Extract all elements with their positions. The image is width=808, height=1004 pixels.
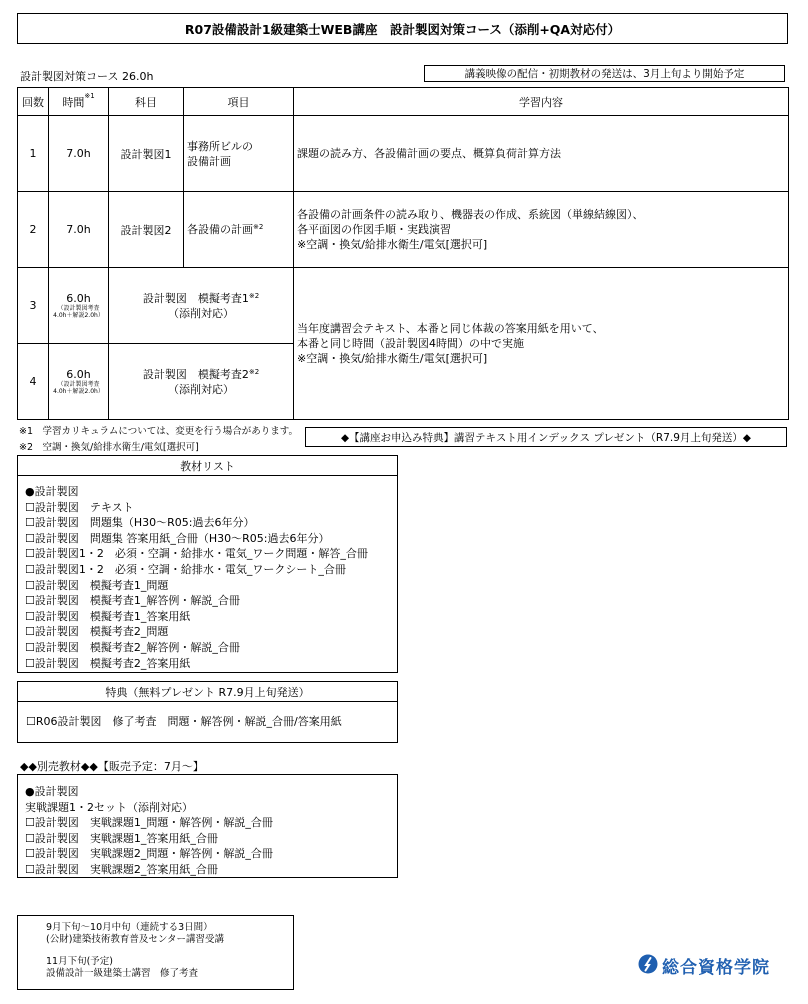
logo-mark-icon <box>638 954 658 977</box>
list-item: ☐設計製図 模擬考査2_解答例・解説_合冊 <box>25 640 240 654</box>
list-item: ☐設計製図 実戦課題1_問題・解答例・解説_合冊 <box>25 816 273 830</box>
list-item: ☐設計製図 模擬考査2_答案用紙 <box>25 656 191 670</box>
header-subject: 科目 <box>109 88 184 116</box>
list-item: ☐設計製図 実戦課題1_答案用紙_合冊 <box>25 831 218 845</box>
table-row <box>18 268 789 344</box>
list-item: ☐設計製図 実戦課題2_問題・解答例・解説_合冊 <box>25 847 273 861</box>
schedule-line: 設備設計一級建築士講習 修了考査 <box>46 968 199 979</box>
separate-materials-label: ◆◆別売教材◆◆【販売予定：7月～】 <box>20 760 204 773</box>
row-item: 事務所ビルの 設備計画 <box>184 116 294 192</box>
table-row <box>18 192 789 268</box>
row-content: 課題の読み方、各設備計画の要点、概算負荷計算方法 <box>294 116 789 192</box>
row-hours: 6.0h （設計製図考査 4.0h＋解説2.0h） <box>49 344 109 420</box>
logo <box>638 953 770 978</box>
row-number: 2 <box>18 192 49 268</box>
list-item: ☐設計製図1・2 必須・空調・給排水・電気_ワークシート_合冊 <box>25 562 346 576</box>
bonus-banner: ◆【講座お申込み特典】講習テキスト用インデックス プレゼント（R7.9月上旬発送）◆ <box>305 427 787 447</box>
privilege-box <box>17 681 398 743</box>
footnote-2: ※2 空調・換気/給排水衛生/電気[選択可] <box>19 442 199 453</box>
list-item: ●設計製図 <box>25 485 79 498</box>
page-title: R07設備設計1級建築士WEB講座 設計製図対策コース（添削+QA対応付） <box>17 13 788 44</box>
header-count: 回数 <box>18 88 49 116</box>
schedule-line: (公財)建築技術教育普及センター講習受講 <box>46 934 225 945</box>
schedule-table <box>17 87 789 420</box>
row-content-merged: 当年度講習会テキスト、本番と同じ体裁の答案用紙を用いて、 本番と同じ時間（設計製図4時間）の中で実施 ※空調・換気/給排水衛生/電気[選択可] <box>294 268 789 420</box>
row-subject: 設計製図1 <box>109 116 184 192</box>
list-item: ☐設計製図 模擬考査1_解答例・解説_合冊 <box>25 594 240 608</box>
schedule-line: 9月下旬～10月中旬（連続する3日間） <box>46 922 213 933</box>
row-subject: 設計製図 模擬考査1$^{※2}$ （添削対応） <box>109 268 294 344</box>
header-item: 項目 <box>184 88 294 116</box>
table-header-row <box>18 88 789 116</box>
row-number: 3 <box>18 268 49 344</box>
row-subject: 設計製図 模擬考査2$^{※2}$ （添削対応） <box>109 344 294 420</box>
list-item: ☐設計製図 模擬考査2_問題 <box>25 625 169 639</box>
materials-box <box>17 455 398 673</box>
row-hours: 6.0h （設計製図考査 4.0h＋解説2.0h） <box>49 268 109 344</box>
schedule-line: 11月下旬(予定) <box>46 956 114 967</box>
course-label: 設計製図対策コース 26.0h <box>20 70 154 83</box>
list-item: ☐R06設計製図 修了考査 問題・解答例・解説_合冊/答案用紙 <box>26 715 342 728</box>
row-hours: 7.0h <box>49 192 109 268</box>
row-number: 1 <box>18 116 49 192</box>
list-item: ☐設計製図 模擬考査1_問題 <box>25 578 169 592</box>
list-item: ☐設計製図 模擬考査1_答案用紙 <box>25 609 191 623</box>
materials-header: 教材リスト <box>18 456 397 476</box>
row-item: 各設備の計画$^{※2}$ <box>184 192 294 268</box>
list-item: 実戦課題1・2セット（添削対応） <box>25 800 193 814</box>
header-content: 学習内容 <box>294 88 789 116</box>
list-item: ☐設計製図1・2 必須・空調・給排水・電気_ワーク問題・解答_合冊 <box>25 547 368 561</box>
list-item: ☐設計製図 問題集（H30～R05:過去6年分） <box>25 516 255 530</box>
separate-materials-box <box>17 774 398 878</box>
header-hours: 時間$^{※1}$ <box>49 88 109 116</box>
list-item: ☐設計製図 実戦課題2_答案用紙_合冊 <box>25 862 218 876</box>
privilege-header: 特典（無料プレゼント R7.9月上旬発送） <box>18 682 397 702</box>
logo-text: 総合資格学院 <box>662 958 770 978</box>
list-item: ☐設計製図 問題集 答案用紙_合冊（H30～R05:過去6年分） <box>25 531 330 545</box>
row-content: 各設備の計画条件の読み取り、機器表の作成、系統図（単線結線図）、 各平面図の作図手順・実践演習 ※空調・換気/給排水衛生/電気[選択可] <box>294 192 789 268</box>
list-item: ●設計製図 <box>25 785 79 798</box>
table-row <box>18 116 789 192</box>
list-item: ☐設計製図 テキスト <box>25 500 134 514</box>
notice-box: 講義映像の配信・初期教材の発送は、3月上旬より開始予定 <box>424 65 785 82</box>
row-subject: 設計製図2 <box>109 192 184 268</box>
schedule-box <box>17 915 294 990</box>
footnote-1: ※1 学習カリキュラムについては、変更を行う場合があります。 <box>19 426 298 437</box>
row-number: 4 <box>18 344 49 420</box>
row-hours: 7.0h <box>49 116 109 192</box>
